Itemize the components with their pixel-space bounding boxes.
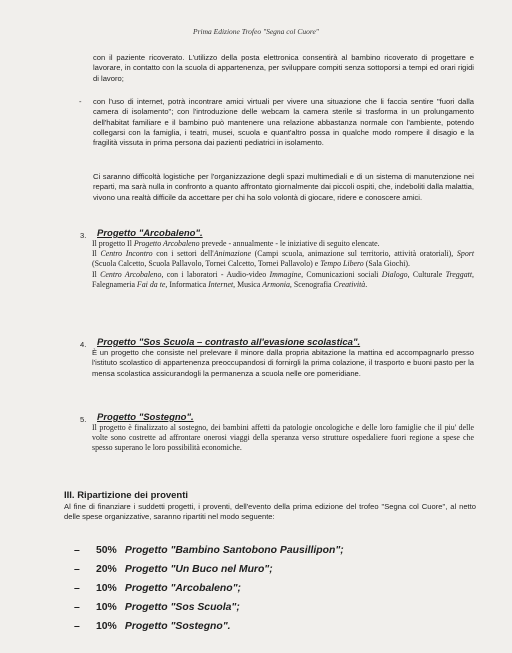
distribution-item bbox=[74, 545, 344, 556]
section-3-title: Progetto "Arcobaleno". bbox=[97, 228, 203, 239]
section-5-body bbox=[92, 423, 474, 454]
distribution-dash: – bbox=[74, 602, 80, 613]
section-4-text: È un progetto che consiste nel prelevare il minore dalla propria abitazione la mattina ed accompagnarlo presso l'istituto scolastico di appartenenza preoccupandosi di fornirgli la prima colazione, il trasporto e buoni pasto per la mensa scolastica assicurandogli la permanenza a scuola nelle ore pomeridiane. bbox=[92, 348, 474, 378]
intro-text-2: con l'uso di internet, potrà incontrare amici virtuali per vivere una situazione che li faccia sentire "fuori dalla camera di isolamento"; con l'introduzione delle webcam la camera sterile si trasforma in un prolungamento dell'habitat familiare e il bambino può mantenere una relazione abbastanza normale con l'ambiente, potendo collegarsi con la famiglia, i teatri, musei, scuola e quant'altro possa in qualche modo rompere il disagio e la fragilità vissuta in prima persona dai pazienti pediatrici in isolamento. bbox=[93, 97, 474, 148]
distribution-label: Progetto "Arcobaleno"; bbox=[124, 583, 241, 594]
section-iii-title: III. Ripartizione dei proventi bbox=[64, 490, 189, 501]
section-4-body bbox=[92, 348, 474, 379]
intro-text-3: Ci saranno difficoltà logistiche per l'organizzazione degli spazi multimediali e di un sistema di manutenzione nei reparti, ma sarà nulla in confronto a quanto affrontato giornalmente dai piccoli ospiti, che, indeboliti dalla malattia, vivono una realtà difficile da accettare per chi ha solo volontà di giocare, ridere e conoscere amici. bbox=[93, 172, 474, 202]
intro-paragraph-1 bbox=[93, 53, 474, 84]
distribution-item bbox=[74, 621, 231, 632]
section-3-line-3: Il Centro Arcobaleno, con i laboratori - Audio-video Immagine, Comunicazioni sociali Dialogo, Culturale Treggatt, Falegnameria Fai da te, Informatica Internet, Musica Armonia, Scenografia Creatività. bbox=[92, 269, 475, 289]
distribution-percent: 20% bbox=[96, 564, 117, 575]
intro-bullet bbox=[79, 97, 474, 148]
distribution-label: Progetto "Sos Scuola"; bbox=[124, 602, 240, 613]
distribution-label: Progetto "Un Buco nel Muro"; bbox=[124, 564, 273, 575]
section-3-number: 3. bbox=[80, 231, 87, 240]
distribution-dash: – bbox=[74, 545, 80, 556]
section-3-body bbox=[92, 239, 474, 290]
distribution-percent: 50% bbox=[96, 545, 117, 556]
distribution-dash: – bbox=[74, 583, 80, 594]
intro-text-1: con il paziente ricoverato. L'utilizzo della posta elettronica consentirà al bambino ricoverato di progettare e lavorare, in contatto con la scuola di appartenenza, per sviluppare compiti senza sottoporsi a tempi ed orari rigidi di lavoro; bbox=[93, 53, 474, 83]
section-iii-body bbox=[64, 502, 476, 523]
section-5-title: Progetto "Sostegno". bbox=[97, 412, 194, 423]
distribution-percent: 10% bbox=[96, 621, 117, 632]
bullet-dash: - bbox=[79, 97, 82, 106]
section-5-text: Il progetto è finalizzato al sostegno, dei bambini affetti da patologie oncologiche e delle loro famiglie che il piu' delle volte sono costrette ad affrontare onerosi viaggi della speranza verso strutture ospedaliere fuori regione a spese che spesso superano le loro possibilità economiche. bbox=[92, 423, 474, 453]
distribution-item bbox=[74, 602, 240, 613]
distribution-dash: – bbox=[74, 621, 80, 632]
section-5-number: 5. bbox=[80, 415, 87, 424]
section-iii-text: Al fine di finanziare i suddetti progetti, i proventi, dell'evento della prima edizione del trofeo "Segna col Cuore", al netto delle spese organizzative, saranno ripartiti nel modo seguente: bbox=[64, 502, 476, 522]
section-4-title: Progetto "Sos Scuola – contrasto all'evasione scolastica". bbox=[97, 337, 361, 348]
distribution-dash: – bbox=[74, 564, 80, 575]
section-3-line-2: Il Centro Incontro con i settori dell'Animazione (Campi scuola, animazione sul territorio, attività oratoriali), Sport (Scuola Calcetto, Scuola Pallavolo, Tornei Calcetto, Tornei Pallavolo) e Tempo Libero (Sala Giochi). bbox=[92, 249, 475, 269]
distribution-item bbox=[74, 583, 241, 594]
distribution-label: Progetto "Sostegno". bbox=[124, 621, 231, 632]
distribution-percent: 10% bbox=[96, 602, 117, 613]
section-4-number: 4. bbox=[80, 340, 87, 349]
distribution-label: Progetto "Bambino Santobono Pausillipon"; bbox=[124, 545, 344, 556]
distribution-percent: 10% bbox=[96, 583, 117, 594]
section-3-line-1: Il progetto Il Progetto Arcobaleno prevede - annualmente - le iniziative di seguito elencate. bbox=[92, 239, 380, 248]
page-header: Prima Edizione Trofeo "Segna col Cuore" bbox=[193, 27, 319, 36]
intro-paragraph-3 bbox=[93, 172, 474, 203]
distribution-item bbox=[74, 564, 273, 575]
